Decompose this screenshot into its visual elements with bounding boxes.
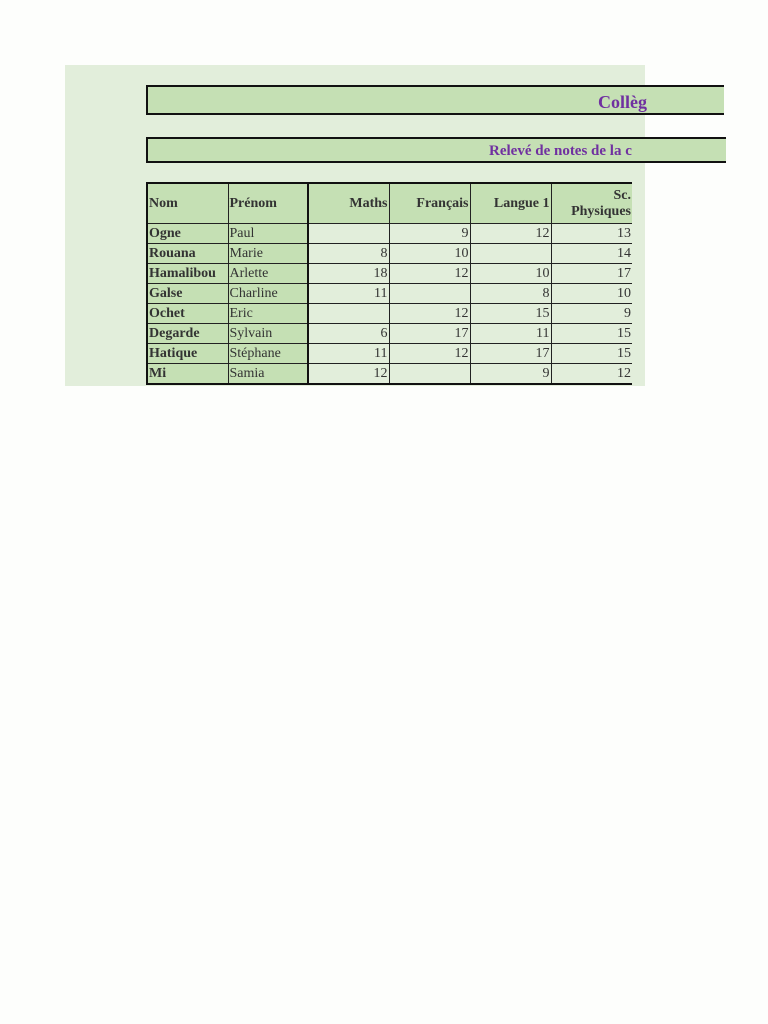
page-subtitle: Relevé de notes de la c <box>489 143 632 159</box>
table-header-row <box>147 183 632 224</box>
table-row <box>147 264 632 284</box>
table-row <box>147 344 632 364</box>
cell-francais[interactable]: 12 <box>389 344 470 364</box>
cell-langue1[interactable]: 15 <box>470 304 551 324</box>
cell-nom[interactable]: Mi <box>147 364 228 385</box>
cell-prenom[interactable]: Sylvain <box>228 324 308 344</box>
page-title: Collèg <box>598 92 647 112</box>
cell-maths[interactable] <box>308 224 389 244</box>
cell-langue1[interactable]: 10 <box>470 264 551 284</box>
cell-maths[interactable]: 11 <box>308 284 389 304</box>
cell-francais[interactable]: 10 <box>389 244 470 264</box>
cell-nom[interactable]: Galse <box>147 284 228 304</box>
table-row <box>147 224 632 244</box>
cell-francais[interactable]: 12 <box>389 264 470 284</box>
cell-langue1[interactable]: 17 <box>470 344 551 364</box>
cell-langue1[interactable]: 12 <box>470 224 551 244</box>
table-row <box>147 244 632 264</box>
cell-prenom[interactable]: Samia <box>228 364 308 385</box>
cell-prenom[interactable]: Charline <box>228 284 308 304</box>
table-row <box>147 324 632 344</box>
cell-nom[interactable]: Rouana <box>147 244 228 264</box>
column-header-sc-physiques[interactable] <box>551 183 632 224</box>
cell-maths[interactable]: 8 <box>308 244 389 264</box>
column-header-nom[interactable]: Nom <box>147 183 228 224</box>
table-row <box>147 304 632 324</box>
column-header-francais[interactable]: Français <box>389 183 470 224</box>
cell-nom[interactable]: Hatique <box>147 344 228 364</box>
title-banner <box>146 85 724 115</box>
cell-prenom[interactable]: Eric <box>228 304 308 324</box>
column-header-prenom[interactable]: Prénom <box>228 183 308 224</box>
column-header-sc-line1: Sc. <box>613 187 631 203</box>
cell-francais[interactable]: 9 <box>389 224 470 244</box>
cell-prenom[interactable]: Stéphane <box>228 344 308 364</box>
cell-maths[interactable] <box>308 304 389 324</box>
cell-maths[interactable]: 11 <box>308 344 389 364</box>
cell-francais[interactable] <box>389 364 470 385</box>
cell-sc[interactable]: 15 <box>551 324 632 344</box>
cell-sc[interactable]: 15 <box>551 344 632 364</box>
cell-sc[interactable]: 14 <box>551 244 632 264</box>
cell-prenom[interactable]: Arlette <box>228 264 308 284</box>
cell-sc[interactable]: 13 <box>551 224 632 244</box>
table-row <box>147 284 632 304</box>
table-row <box>147 364 632 385</box>
column-header-sc-line2: Physiques <box>571 203 631 219</box>
cell-francais[interactable]: 12 <box>389 304 470 324</box>
cell-nom[interactable]: Ogne <box>147 224 228 244</box>
cell-sc[interactable]: 12 <box>551 364 632 385</box>
grades-table <box>146 182 632 385</box>
cell-langue1[interactable]: 9 <box>470 364 551 385</box>
cell-langue1[interactable]: 8 <box>470 284 551 304</box>
column-header-langue1[interactable]: Langue 1 <box>470 183 551 224</box>
cell-nom[interactable]: Degarde <box>147 324 228 344</box>
cell-prenom[interactable]: Marie <box>228 244 308 264</box>
cell-sc[interactable]: 10 <box>551 284 632 304</box>
cell-francais[interactable]: 17 <box>389 324 470 344</box>
cell-sc[interactable]: 9 <box>551 304 632 324</box>
cell-maths[interactable]: 12 <box>308 364 389 385</box>
cell-prenom[interactable]: Paul <box>228 224 308 244</box>
subtitle-banner <box>146 137 726 163</box>
cell-maths[interactable]: 18 <box>308 264 389 284</box>
cell-sc[interactable]: 17 <box>551 264 632 284</box>
cell-maths[interactable]: 6 <box>308 324 389 344</box>
cell-langue1[interactable]: 11 <box>470 324 551 344</box>
cell-nom[interactable]: Hamalibou <box>147 264 228 284</box>
cell-nom[interactable]: Ochet <box>147 304 228 324</box>
cell-francais[interactable] <box>389 284 470 304</box>
column-header-maths[interactable]: Maths <box>308 183 389 224</box>
cell-langue1[interactable] <box>470 244 551 264</box>
